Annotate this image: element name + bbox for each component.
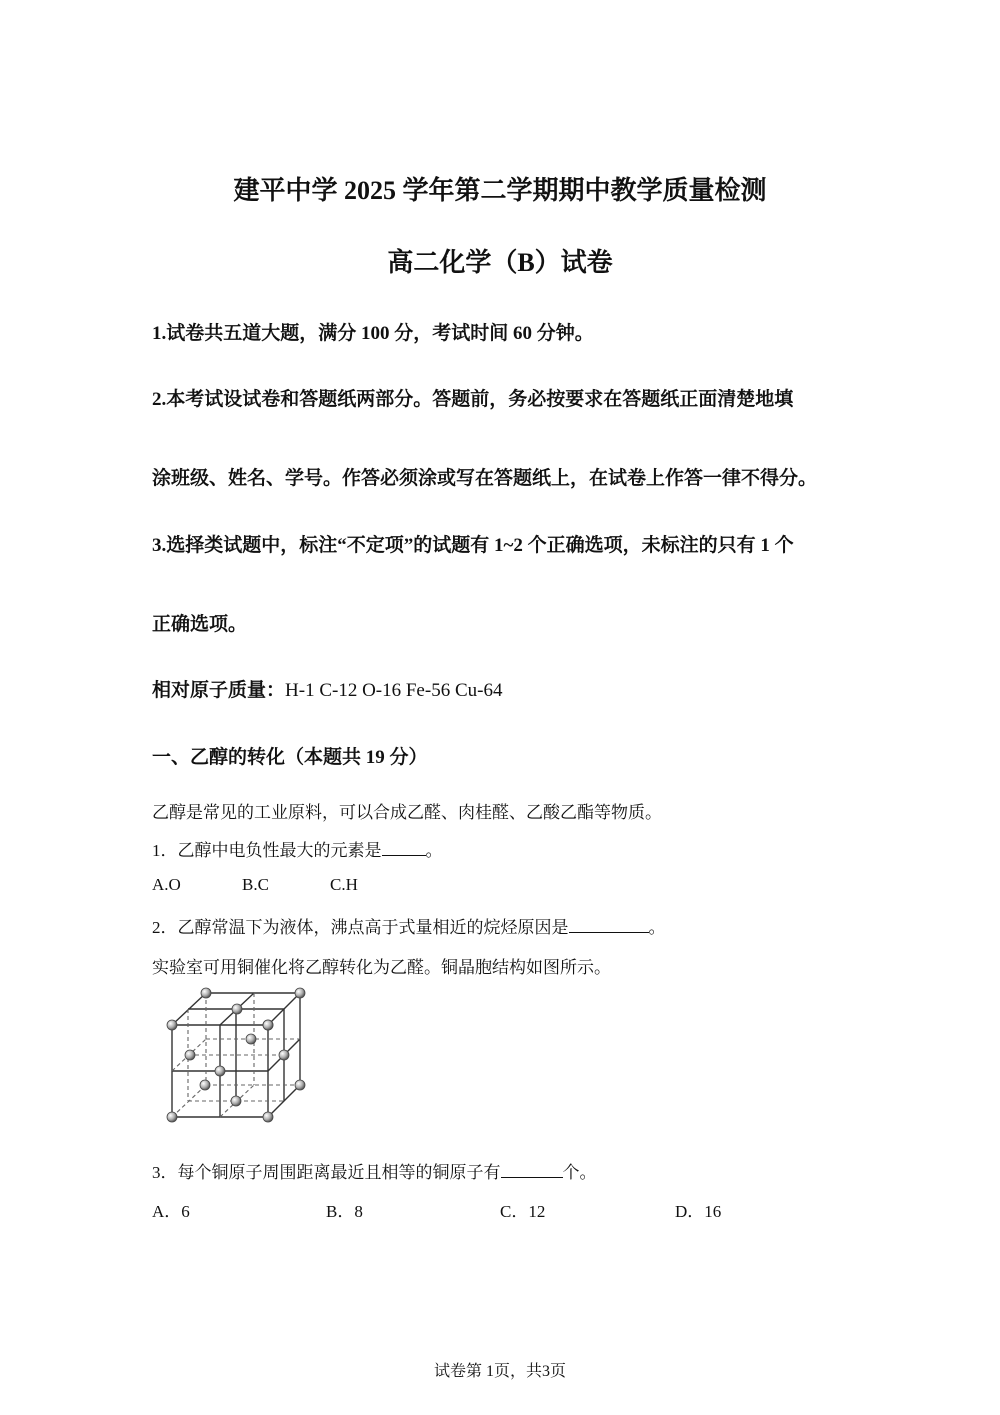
q2-end: 。 — [648, 918, 666, 938]
section-intro: 乙醇是常见的工业原料，可以合成乙醛、肉桂醛、乙酸乙酯等物质。 — [152, 803, 662, 823]
section-heading: 一、乙醇的转化（本题共 19 分） — [152, 747, 428, 768]
question-1 — [152, 836, 443, 861]
q3-option-c[interactable]: C．12 — [500, 1202, 546, 1221]
note-1: 1.试卷共五道大题，满分 100 分，考试时间 60 分钟。 — [152, 323, 594, 344]
lab-statement: 实验室可用铜催化将乙醇转化为乙醛。铜晶胞结构如图所示。 — [152, 958, 611, 978]
q1-option-a[interactable]: A.O — [152, 875, 181, 894]
q2-text: 乙醇常温下为液体，沸点高于式量相近的烷烃原因是 — [177, 918, 569, 938]
q1-text: 乙醇中电负性最大的元素是 — [177, 841, 382, 861]
note-2: 2.本考试设试卷和答题纸两部分。答题前，务必按要求在答题纸正面清楚地填 — [152, 389, 794, 410]
q1-end: 。 — [425, 841, 443, 861]
q3-text: 每个铜原子周围距离最近且相等的铜原子有 — [177, 1163, 501, 1183]
page-footer: 试卷第 1页，共3页 — [433, 1363, 566, 1380]
question-3 — [152, 1158, 597, 1183]
note-3: 3.选择类试题中，标注“不定项”的试题有 1~2 个正确选项，未标注的只有 1 个 — [152, 535, 794, 556]
copper-unit-cell-diagram — [160, 985, 310, 1130]
q3-end: 个。 — [562, 1163, 597, 1183]
q2-answer-blank[interactable] — [569, 918, 649, 933]
q3-number: 3． — [152, 1163, 178, 1182]
note-3-cont: 正确选项。 — [152, 614, 248, 635]
q1-number: 1． — [152, 841, 178, 860]
q1-option-b[interactable]: B.C — [242, 875, 269, 894]
atomic-mass-label: 相对原子质量： — [152, 680, 286, 701]
atomic-mass — [152, 675, 502, 702]
question-2 — [152, 913, 666, 938]
q3-answer-blank[interactable] — [501, 1163, 563, 1178]
q3-option-d[interactable]: D．16 — [675, 1202, 722, 1221]
exam-title: 建平中学 2025 学年第二学期期中教学质量检测 — [233, 176, 767, 205]
atomic-mass-values: H-1 C-12 O-16 Fe-56 Cu-64 — [285, 680, 503, 701]
q1-option-c[interactable]: C.H — [330, 875, 358, 894]
q2-number: 2． — [152, 918, 178, 937]
q3-option-b[interactable]: B．8 — [326, 1202, 363, 1221]
q1-answer-blank[interactable] — [382, 841, 426, 856]
q3-option-a[interactable]: A．6 — [152, 1202, 190, 1221]
exam-subtitle: 高二化学（B）试卷 — [387, 248, 613, 277]
note-2-cont: 涂班级、姓名、学号。作答必须涂或写在答题纸上，在试卷上作答一律不得分。 — [152, 468, 818, 489]
